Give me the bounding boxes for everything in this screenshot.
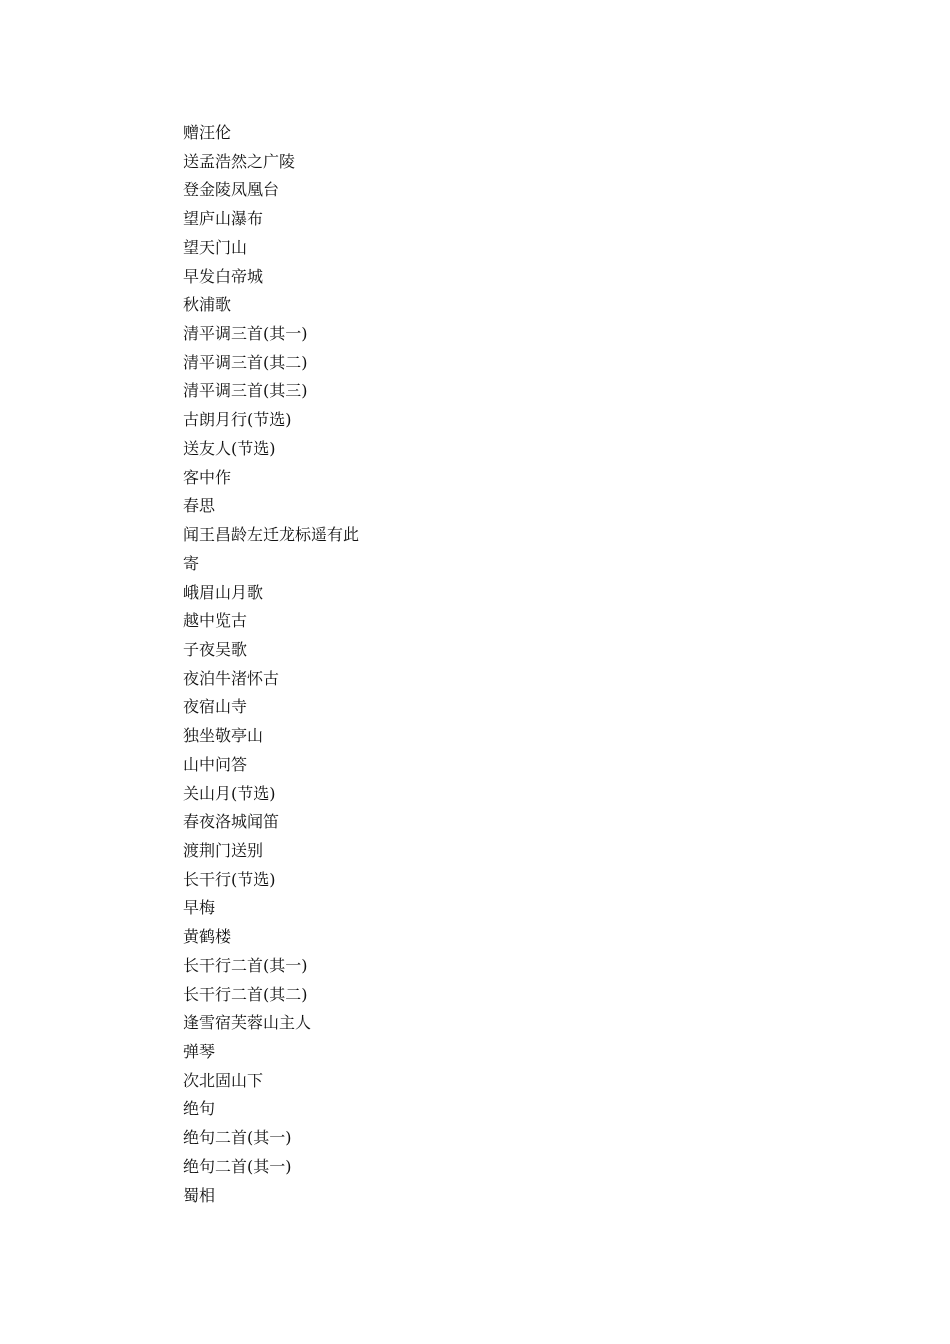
poem-title: 绝句二首(其一) xyxy=(183,1128,292,1148)
poem-title: 次北固山下 xyxy=(183,1070,264,1090)
poem-title: 客中作 xyxy=(183,467,232,487)
poem-title: 夜泊牛渚怀古 xyxy=(183,668,280,688)
poem-title: 关山月(节选) xyxy=(183,783,276,803)
poem-title: 早梅 xyxy=(183,898,216,918)
poem-title: 独坐敬亭山 xyxy=(183,726,264,746)
poem-title: 春夜洛城闻笛 xyxy=(183,812,280,832)
poem-title: 古朗月行(节选) xyxy=(183,410,292,430)
poem-title: 越中览古 xyxy=(183,611,248,631)
poem-title: 峨眉山月歌 xyxy=(183,582,264,602)
poem-title: 清平调三首(其一) xyxy=(183,324,308,344)
poem-title: 绝句 xyxy=(183,1099,216,1119)
poem-title: 送友人(节选) xyxy=(183,438,276,458)
poem-title: 寄 xyxy=(183,553,200,573)
poem-title: 秋浦歌 xyxy=(183,295,232,315)
poem-title: 登金陵凤凰台 xyxy=(183,180,280,200)
poem-title: 子夜吴歌 xyxy=(183,639,248,659)
poem-title: 渡荆门送别 xyxy=(183,840,264,860)
poem-title: 弹琴 xyxy=(183,1042,216,1061)
poem-title: 逢雪宿芙蓉山主人 xyxy=(183,1013,312,1033)
poem-title: 送孟浩然之广陵 xyxy=(183,151,296,171)
poem-title: 春思 xyxy=(183,496,216,516)
poem-title: 长干行(节选) xyxy=(183,869,276,889)
poem-title: 黄鹤楼 xyxy=(183,927,232,947)
poem-title: 清平调三首(其二) xyxy=(183,352,308,372)
poem-title: 赠汪伦 xyxy=(183,123,232,142)
poem-title: 早发白帝城 xyxy=(183,266,264,286)
poem-title: 绝句二首(其一) xyxy=(183,1156,292,1176)
poem-title: 山中问答 xyxy=(183,754,248,774)
poem-title: 望庐山瀑布 xyxy=(183,209,264,229)
poem-title: 蜀相 xyxy=(183,1185,216,1205)
poem-title: 夜宿山寺 xyxy=(183,697,248,717)
poem-title-list xyxy=(183,119,359,1210)
poem-title: 清平调三首(其三) xyxy=(183,381,308,401)
poem-title: 长干行二首(其一) xyxy=(183,955,308,975)
poem-title: 望天门山 xyxy=(183,237,248,257)
poem-title: 闻王昌龄左迁龙标遥有此 xyxy=(183,525,360,545)
poem-title: 长干行二首(其二) xyxy=(183,984,308,1004)
